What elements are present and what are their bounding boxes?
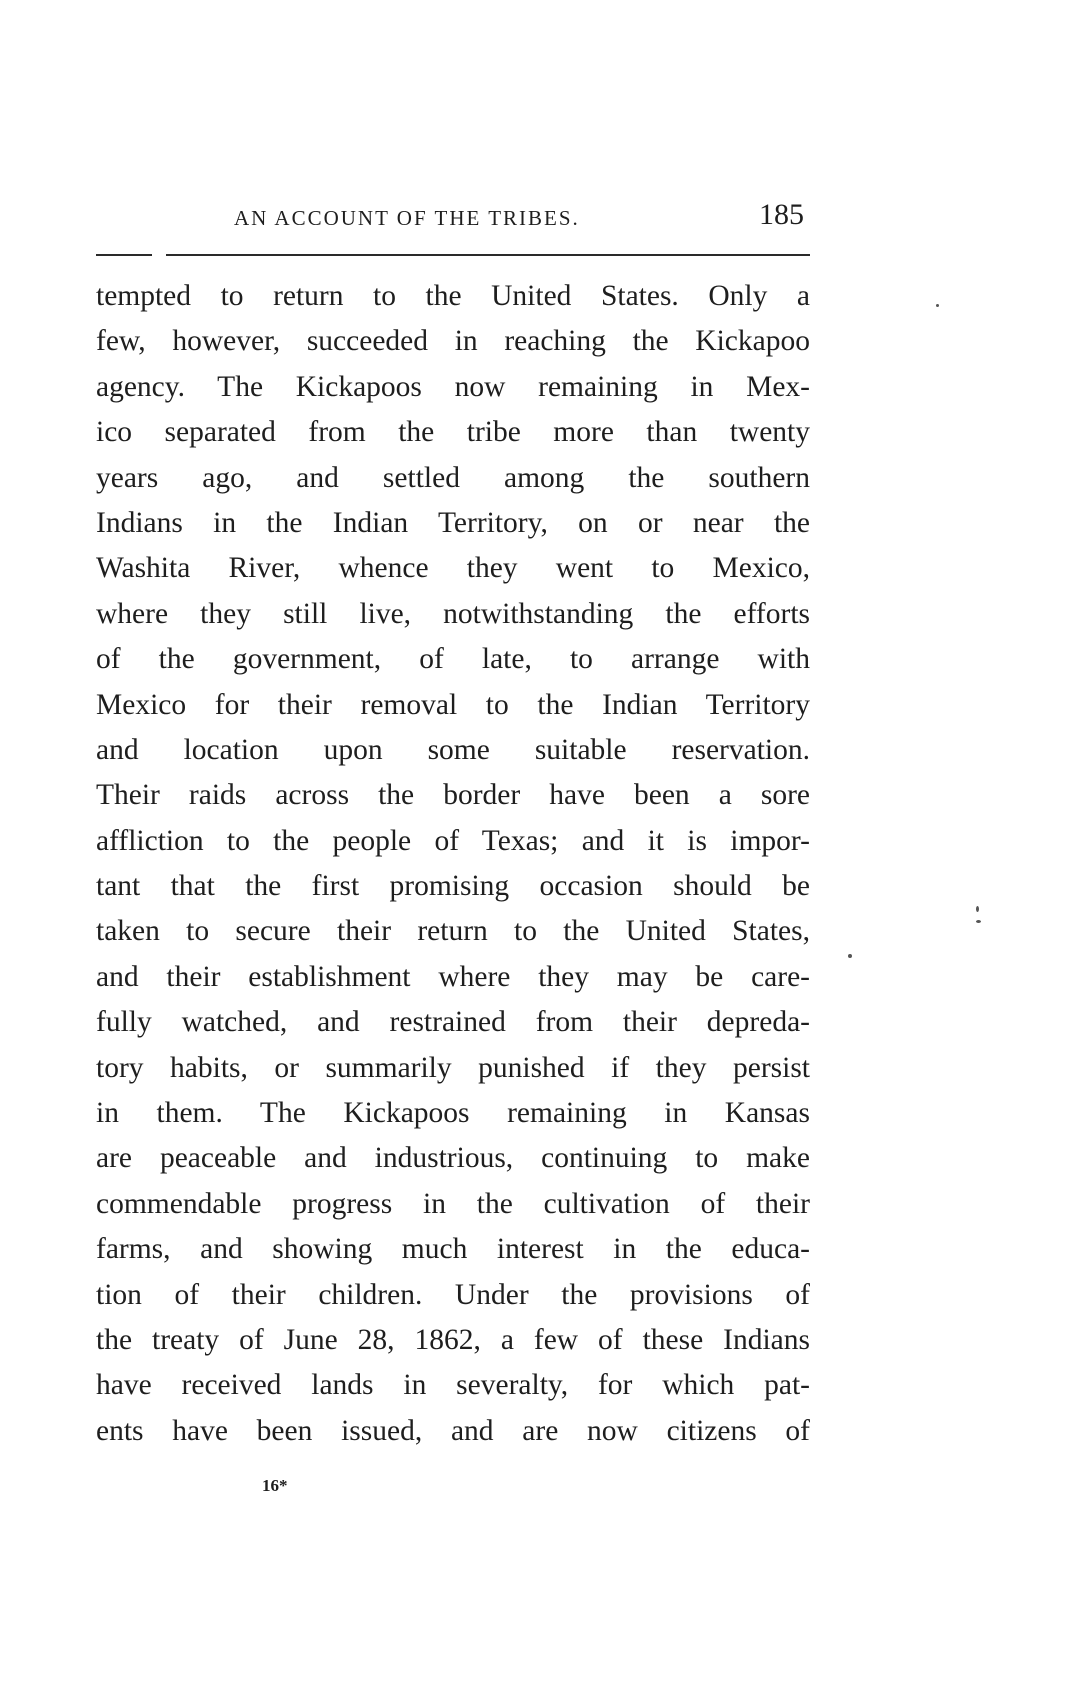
text-line: ico separated from the tribe more than twenty <box>96 416 810 449</box>
running-title: AN ACCOUNT OF THE TRIBES. <box>234 206 580 230</box>
text-line: commendable progress in the cultivation of their <box>96 1187 810 1220</box>
body-text <box>96 274 810 1454</box>
text-line: years ago, and settled among the southern <box>96 461 810 494</box>
text-line: tant that the first promising occasion should be <box>96 870 810 903</box>
text-line: affliction to the people of Texas; and it is impor- <box>96 824 810 857</box>
text-line: the treaty of June 28, 1862, a few of these Indians <box>96 1323 810 1356</box>
scan-speck <box>936 304 939 307</box>
text-line: taken to secure their return to the United States, <box>96 915 810 948</box>
text-line: Mexico for their removal to the Indian Territory <box>96 688 810 721</box>
text-line: tory habits, or summarily punished if they persist <box>96 1051 810 1084</box>
text-line: fully watched, and restrained from their depreda- <box>96 1006 810 1039</box>
header-rule-left <box>96 254 152 256</box>
running-head <box>96 198 810 234</box>
text-line: Washita River, whence they went to Mexico, <box>96 552 810 585</box>
scan-speck <box>976 920 981 923</box>
text-line: ents have been issued, and are now citizens of <box>96 1414 810 1447</box>
text-line: where they still live, notwithstanding the efforts <box>96 597 810 630</box>
text-line: have received lands in severalty, for which pat- <box>96 1369 810 1402</box>
text-line: and location upon some suitable reservation. <box>96 733 810 766</box>
header-rule-right <box>166 254 810 256</box>
text-line: of the government, of late, to arrange with <box>96 643 810 676</box>
text-line: tion of their children. Under the provisions of <box>96 1278 810 1311</box>
text-line: farms, and showing much interest in the educa- <box>96 1233 810 1266</box>
text-line: few, however, succeeded in reaching the Kickapoo <box>96 325 810 358</box>
text-line: tempted to return to the United States. Only a <box>96 280 810 312</box>
page-number: 185 <box>759 198 804 231</box>
scan-speck <box>848 954 852 958</box>
text-line: and their establishment where they may be care- <box>96 960 810 993</box>
text-line: in them. The Kickapoos remaining in Kansas <box>96 1097 810 1130</box>
text-line: Indians in the Indian Territory, on or near the <box>96 506 810 539</box>
text-line: agency. The Kickapoos now remaining in Mex- <box>96 370 810 403</box>
text-line: are peaceable and industrious, continuing to make <box>96 1142 810 1175</box>
signature-mark: 16* <box>262 1476 288 1495</box>
text-line: Their raids across the border have been a sore <box>96 779 810 812</box>
scan-speck <box>976 906 979 912</box>
